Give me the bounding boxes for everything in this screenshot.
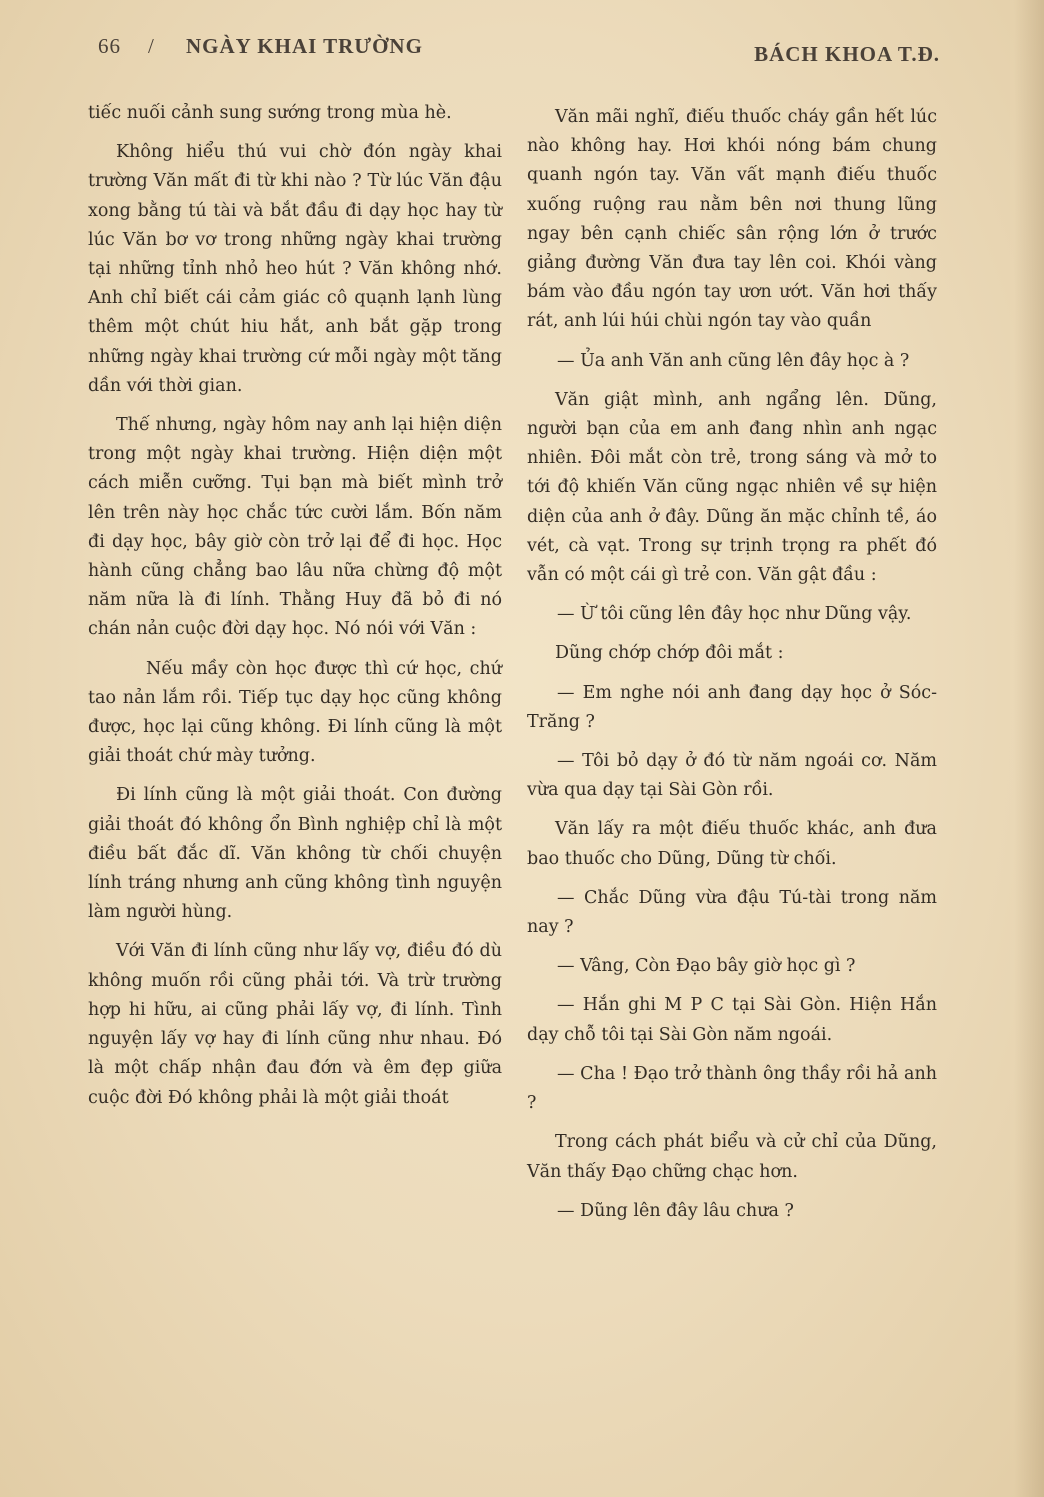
dialogue-line: — Em nghe nói anh đang dạy học ở Sóc-Trăng ? [527, 682, 937, 732]
quoted-speech: Nếu mầy còn học được thì cứ học, chứ tao nản lắm rồi. Tiếp tục dạy học cũng không được, học lại cũng không. Đi lính cũng là một giải thoát chứ mày tưởng. [88, 658, 502, 767]
dialogue-line: — Dũng lên đây lâu chưa ? [557, 1200, 794, 1221]
paragraph: Dũng chớp chớp đôi mắt : [555, 643, 784, 664]
dialogue-line: — Tôi bỏ dạy ở đó từ năm ngoái cơ. Năm vừa qua dạy tại Sài Gòn rồi. [527, 751, 937, 801]
paragraph: Đi lính cũng là một giải thoát. Con đường giải thoát đó không ổn Bình nghiệp chỉ là một điều bất đắc dĩ. Văn không từ chối chuyện lính tráng nhưng anh cũng không tình nguyện làm người hùng. [88, 785, 502, 923]
article-title: NGÀY KHAI TRƯỜNG [186, 34, 423, 58]
text-column-right [527, 103, 937, 1236]
dialogue-line: — Ừ tôi cũng lên đây học như Dũng vậy. [557, 604, 912, 625]
journal-name: BÁCH KHOA T.Đ. [754, 42, 940, 66]
page-number: 66 [98, 34, 121, 58]
dialogue-line: — Ủa anh Văn anh cũng lên đây học à ? [557, 350, 910, 371]
dialogue-line: — Chắc Dũng vừa đậu Tú-tài trong năm nay ? [527, 887, 937, 938]
page-edge-shadow [1014, 0, 1044, 1497]
paragraph: Văn mãi nghĩ, điếu thuốc cháy gần hết lúc nào không hay. Hơi khói nóng bám chung quanh ngón tay. Văn vất mạnh điếu thuốc xuống ruộng rau nằm bên nơi thung lũng ngay bên cạnh chiếc sân rộng lớn ở trước giảng đường Văn đưa tay lên coi. Khói vàng bám vào đầu ngón tay ươn ướt. Văn hơi thấy rát, anh lúi húi chùi ngón tay vào quần [527, 107, 937, 332]
paragraph: Thế nhưng, ngày hôm nay anh lại hiện diện trong một ngày khai trường. Hiện diện một cách miễn cưỡng. Tụi bạn mà biết mình trở lên trên này học chắc tức cười lắm. Bốn năm đi dạy học, bây giờ còn trở lại để đi học. Học hành cũng chẳng bao lâu nữa chừng độ một năm nữa là đi lính. Thằng Huy đã bỏ đi nó chán nản cuộc đời dạy học. Nó nói với Văn : [88, 415, 502, 640]
dialogue-line: — Vâng, Còn Đạo bây giờ học gì ? [557, 956, 856, 977]
paragraph: Với Văn đi lính cũng như lấy vợ, điều đó dù không muốn rồi cũng phải tới. Và trừ trường hợp hi hữu, ai cũng phải lấy vợ, đi lính. Tình nguyện lấy vợ hay đi lính cũng như nhau. Đó là một chấp nhận đau đớn và êm đẹp giữa cuộc đời Đó không phải là một giải thoát [88, 941, 502, 1108]
paragraph: Không hiểu thú vui chờ đón ngày khai trường Văn mất đi từ khi nào ? Từ lúc Văn đậu xong bằng tú tài và bắt đầu đi dạy học hay từ lúc Văn bơ vơ trong những ngày khai trường tại những tỉnh nhỏ heo hút ? Văn không nhớ. Anh chỉ biết cái cảm giác cô quạnh lạnh lùng thêm một chút hiu hắt, anh bắt gặp trong những ngày khai trường cứ mỗi ngày một tăng dần với thời gian. [88, 142, 502, 396]
paragraph: Văn lấy ra một điếu thuốc khác, anh đưa bao thuốc cho Dũng, Dũng từ chối. [527, 819, 937, 869]
running-header [98, 34, 940, 68]
paragraph: tiếc nuối cảnh sung sướng trong mùa hè. [88, 103, 452, 123]
header-separator: / [148, 34, 155, 58]
dialogue-line: — Cha ! Đạo trở thành ông thầy rồi hả anh ? [527, 1063, 937, 1114]
paragraph: Văn giật mình, anh ngẩng lên. Dũng, người bạn của em anh đang nhìn anh ngạc nhiên. Đôi mắt còn trẻ, trong sáng và mở to tới độ khiến Văn cũng ngạc nhiên về sự hiện diện của anh ở đây. Dũng ăn mặc chỉnh tề, áo vét, cà vạt. Trong sự trịnh trọng ra phết đó vẫn có một cái gì trẻ con. Văn gật đầu : [527, 389, 937, 586]
dialogue-line: — Hắn ghi M P C tại Sài Gòn. Hiện Hắn dạy chỗ tôi tại Sài Gòn năm ngoái. [527, 995, 937, 1045]
text-column-left [88, 99, 502, 1123]
paragraph: Trong cách phát biểu và cử chỉ của Dũng, Văn thấy Đạo chững chạc hơn. [527, 1132, 937, 1182]
